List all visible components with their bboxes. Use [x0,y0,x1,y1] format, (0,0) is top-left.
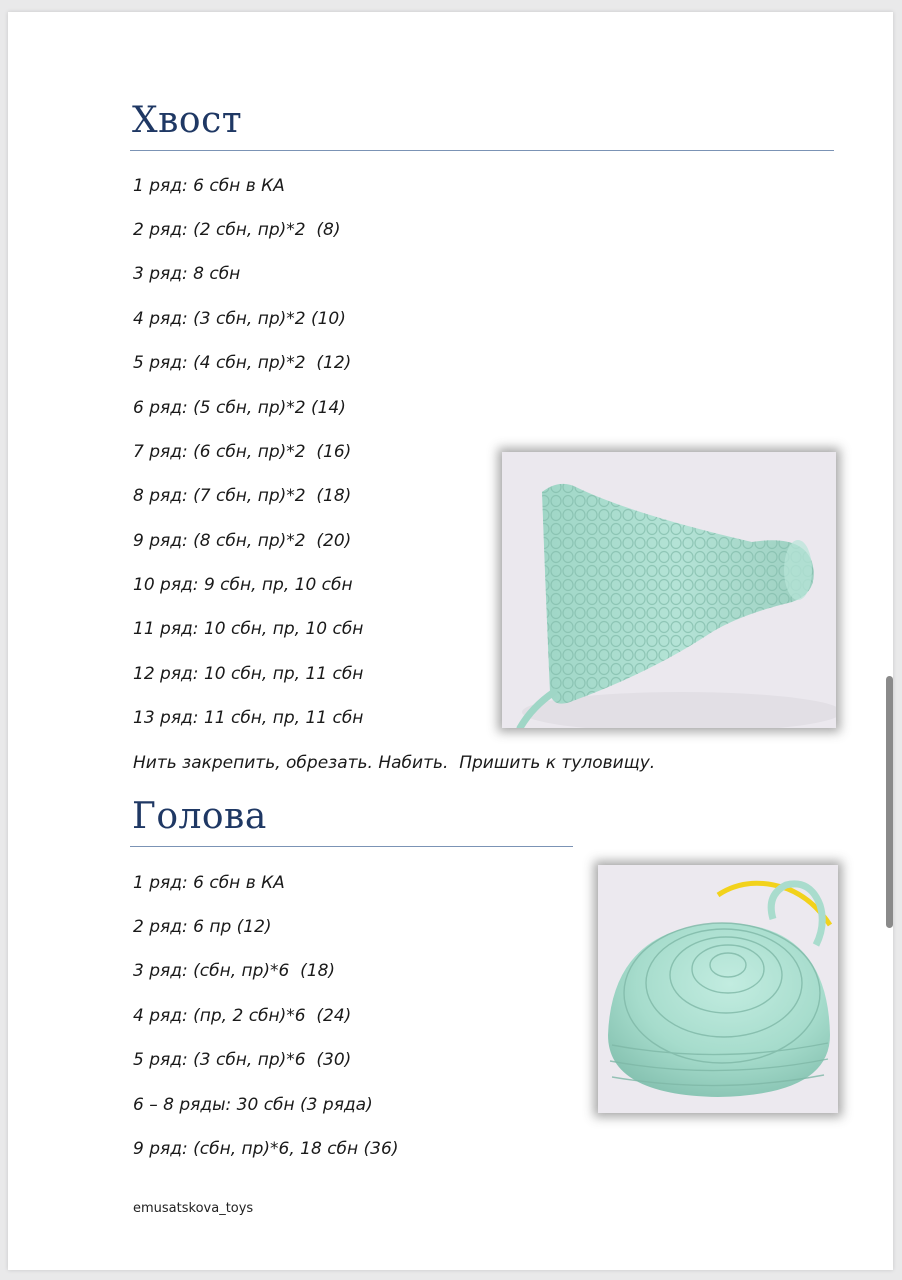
tail-row: 12 ряд: 10 сбн, пр, 11 сбн [133,664,364,684]
crochet-head-image [598,865,838,1113]
head-row: 4 ряд: (пр, 2 сбн)*6 (24) [133,1006,352,1026]
crochet-tail-image [502,452,836,728]
tail-row: 4 ряд: (3 сбн, пр)*2 (10) [133,309,346,329]
head-row: 9 ряд: (сбн, пр)*6, 18 сбн (36) [133,1139,399,1159]
tail-closing-note: Нить закрепить, обрезать. Набить. Пришить к туловищу. [133,753,656,773]
head-row: 1 ряд: 6 сбн в КА [133,873,285,893]
head-row: 3 ряд: (сбн, пр)*6 (18) [133,961,336,981]
tail-row: 6 ряд: (5 сбн, пр)*2 (14) [133,398,346,418]
head-row: 6 – 8 ряды: 30 сбн (3 ряда) [133,1095,373,1115]
head-heading-rule [130,846,573,847]
tail-row: 3 ряд: 8 сбн [133,264,241,284]
vertical-scrollbar[interactable] [886,676,893,928]
tail-row: 9 ряд: (8 сбн, пр)*2 (20) [133,531,352,551]
head-row: 5 ряд: (3 сбн, пр)*6 (30) [133,1050,352,1070]
tail-row: 10 ряд: 9 сбн, пр, 10 сбн [133,575,353,595]
tail-photo [502,452,836,728]
tail-heading-rule [130,150,834,151]
tail-heading: Хвост [132,100,243,141]
document-page [8,12,893,1270]
tail-row: 1 ряд: 6 сбн в КА [133,176,285,196]
tail-row: 13 ряд: 11 сбн, пр, 11 сбн [133,708,364,728]
head-photo [598,865,838,1113]
author-credit: emusatskova_toys [133,1201,254,1216]
head-heading: Голова [132,796,267,837]
head-row: 2 ряд: 6 пр (12) [133,917,272,937]
tail-row: 8 ряд: (7 сбн, пр)*2 (18) [133,486,352,506]
tail-row: 11 ряд: 10 сбн, пр, 10 сбн [133,619,364,639]
tail-row: 5 ряд: (4 сбн, пр)*2 (12) [133,353,352,373]
tail-row: 7 ряд: (6 сбн, пр)*2 (16) [133,442,352,462]
tail-row: 2 ряд: (2 сбн, пр)*2 (8) [133,220,341,240]
